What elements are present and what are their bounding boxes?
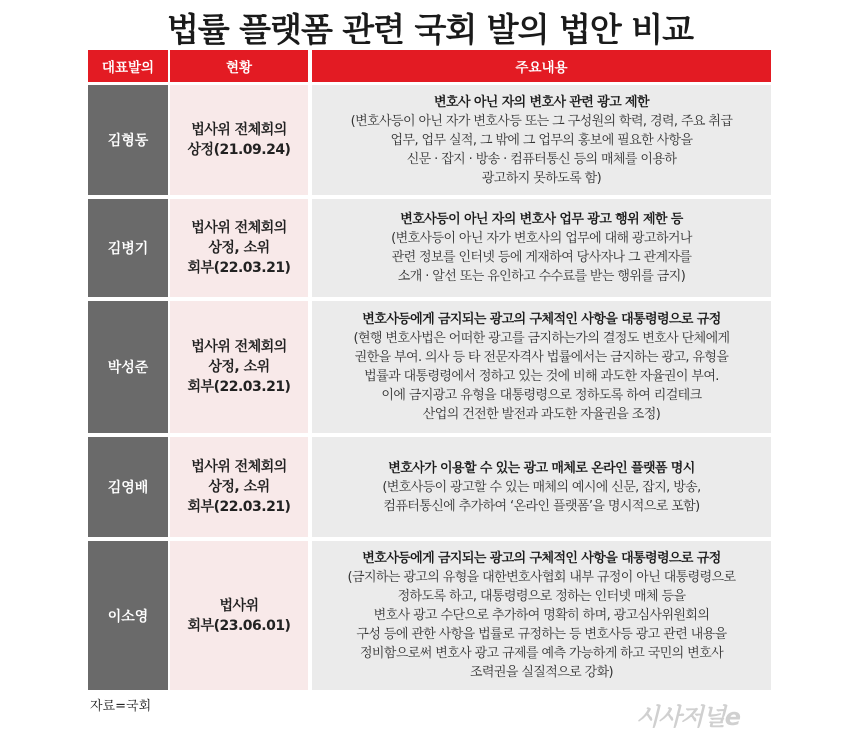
- page-title: 법률 플랫폼 관련 국회 발의 법안 비교: [166, 10, 694, 49]
- comparison-table: [88, 50, 771, 694]
- table-row: [88, 301, 771, 433]
- content-detail-line: 조력권을 실질적으로 강화): [469, 665, 614, 680]
- status-line: 법사위: [219, 597, 259, 614]
- content-detail-line: 변호사 광고 수단으로 추가하여 명확히 하며, 광고심사위원회의: [373, 608, 710, 623]
- content-cell: [312, 301, 771, 433]
- publisher-logo: 시사저널e: [636, 703, 741, 731]
- content-detail-line: 관련 정보를 인터넷 등에 게재하여 당사자나 그 관계자를: [391, 250, 692, 265]
- proposer-cell: 김병기: [88, 199, 168, 297]
- status-line: 상정, 소위: [208, 240, 270, 256]
- status-cell: [170, 541, 308, 690]
- table-row: [88, 199, 771, 297]
- content-detail-line: 업무, 업무 실적, 그 밖에 그 업무의 홍보에 필요한 사항을: [390, 132, 693, 148]
- content-detail-line: (변호사등이 아닌 자가 변호사등 또는 그 구성원의 학력, 경력, 주요 취급: [350, 113, 733, 129]
- content-detail-line: 소개 · 알선 또는 유인하고 수수료를 받는 행위를 금지): [397, 269, 686, 284]
- content-detail-line: 컴퓨터통신에 추가하여 ‘온라인 플랫폼’을 명시적으로 포함): [383, 498, 700, 514]
- content-detail-line: 이에 금지광고 유형을 대통령령으로 정하도록 하여 리걸테크: [381, 388, 702, 403]
- content-detail-line: 신문 · 잡지 · 방송 · 컴퓨터통신 등의 매체를 이용하: [406, 151, 677, 167]
- status-line: 법사위 전체회의: [191, 122, 287, 138]
- table-body: [88, 85, 771, 690]
- header-status: 현황: [170, 50, 308, 82]
- table-row: [88, 541, 771, 690]
- content-detail-line: 구성 등에 관한 사항을 법률로 규정하는 등 변호사등 광고 관련 내용을: [356, 627, 727, 642]
- status-line: 회부(22.03.21): [187, 260, 291, 276]
- content-detail-line: 법률과 대통령령에서 정하고 있는 것에 비해 과도한 자율권이 부여.: [364, 369, 719, 384]
- proposer-cell: 박성준: [88, 301, 168, 433]
- status-line: 법사위 전체회의: [191, 339, 287, 355]
- status-line: 회부(22.03.21): [187, 379, 291, 395]
- content-detail-line: (금지하는 광고의 유형을 대한변호사협회 내부 규정이 아닌 대통령령으로: [347, 570, 736, 585]
- status-line: 법사위 전체회의: [191, 220, 287, 236]
- content-cell: [312, 199, 771, 297]
- proposer-cell: 이소영: [88, 541, 168, 690]
- content-heading: 변호사등에게 금지되는 광고의 구체적인 사항을 대통령령으로 규정: [362, 551, 721, 566]
- proposer-cell: 김영배: [88, 437, 168, 537]
- proposer-cell: 김형동: [88, 85, 168, 195]
- content-detail-line: (변호사등이 광고할 수 있는 매체의 예시에 신문, 잡지, 방송,: [382, 479, 701, 495]
- status-cell: [170, 85, 308, 195]
- header-content: 주요내용: [312, 50, 771, 82]
- status-line: 회부(23.06.01): [187, 617, 291, 634]
- status-line: 상정, 소위: [208, 359, 270, 375]
- content-detail-line: 광고하지 못하도록 함): [481, 170, 602, 186]
- status-line: 법사위 전체회의: [191, 459, 287, 475]
- content-cell: [312, 85, 771, 195]
- status-cell: [170, 301, 308, 433]
- source-note: 자료=국회: [90, 699, 152, 714]
- content-detail-line: 산업의 건전한 발전과 과도한 자율권을 조정): [422, 407, 661, 422]
- status-line: 상정(21.09.24): [187, 142, 291, 158]
- status-cell: [170, 199, 308, 297]
- header-proposer: 대표발의: [88, 50, 168, 82]
- content-detail-line: (현행 변호사법은 어떠한 광고를 금지하는가의 결정도 변호사 단체에게: [353, 331, 730, 346]
- content-detail-line: (변호사등이 아닌 자가 변호사의 업무에 대해 광고하거나: [391, 231, 692, 246]
- status-line: 회부(22.03.21): [187, 499, 291, 515]
- content-cell: [312, 437, 771, 537]
- status-cell: [170, 437, 308, 537]
- content-heading: 변호사등에게 금지되는 광고의 구체적인 사항을 대통령령으로 규정: [362, 312, 721, 327]
- content-detail-line: 정하도록 하고, 대통령령으로 정하는 인터넷 매체 등을: [397, 589, 686, 604]
- content-heading: 변호사가 이용할 수 있는 광고 매체로 온라인 플랫폼 명시: [388, 460, 695, 476]
- content-heading: 변호사 아닌 자의 변호사 관련 광고 제한: [434, 94, 649, 110]
- content-detail-line: 권한을 부여. 의사 등 타 전문자격사 법률에서는 금지하는 광고, 유형을: [354, 350, 729, 365]
- table-row: [88, 85, 771, 195]
- table-header: [88, 50, 771, 82]
- content-heading: 변호사등이 아닌 자의 변호사 업무 광고 행위 제한 등: [400, 212, 683, 227]
- content-cell: [312, 541, 771, 690]
- table-row: [88, 437, 771, 537]
- content-detail-line: 정비함으로써 변호사 광고 규제를 예측 가능하게 하고 국민의 변호사: [359, 646, 724, 661]
- status-line: 상정, 소위: [208, 479, 270, 495]
